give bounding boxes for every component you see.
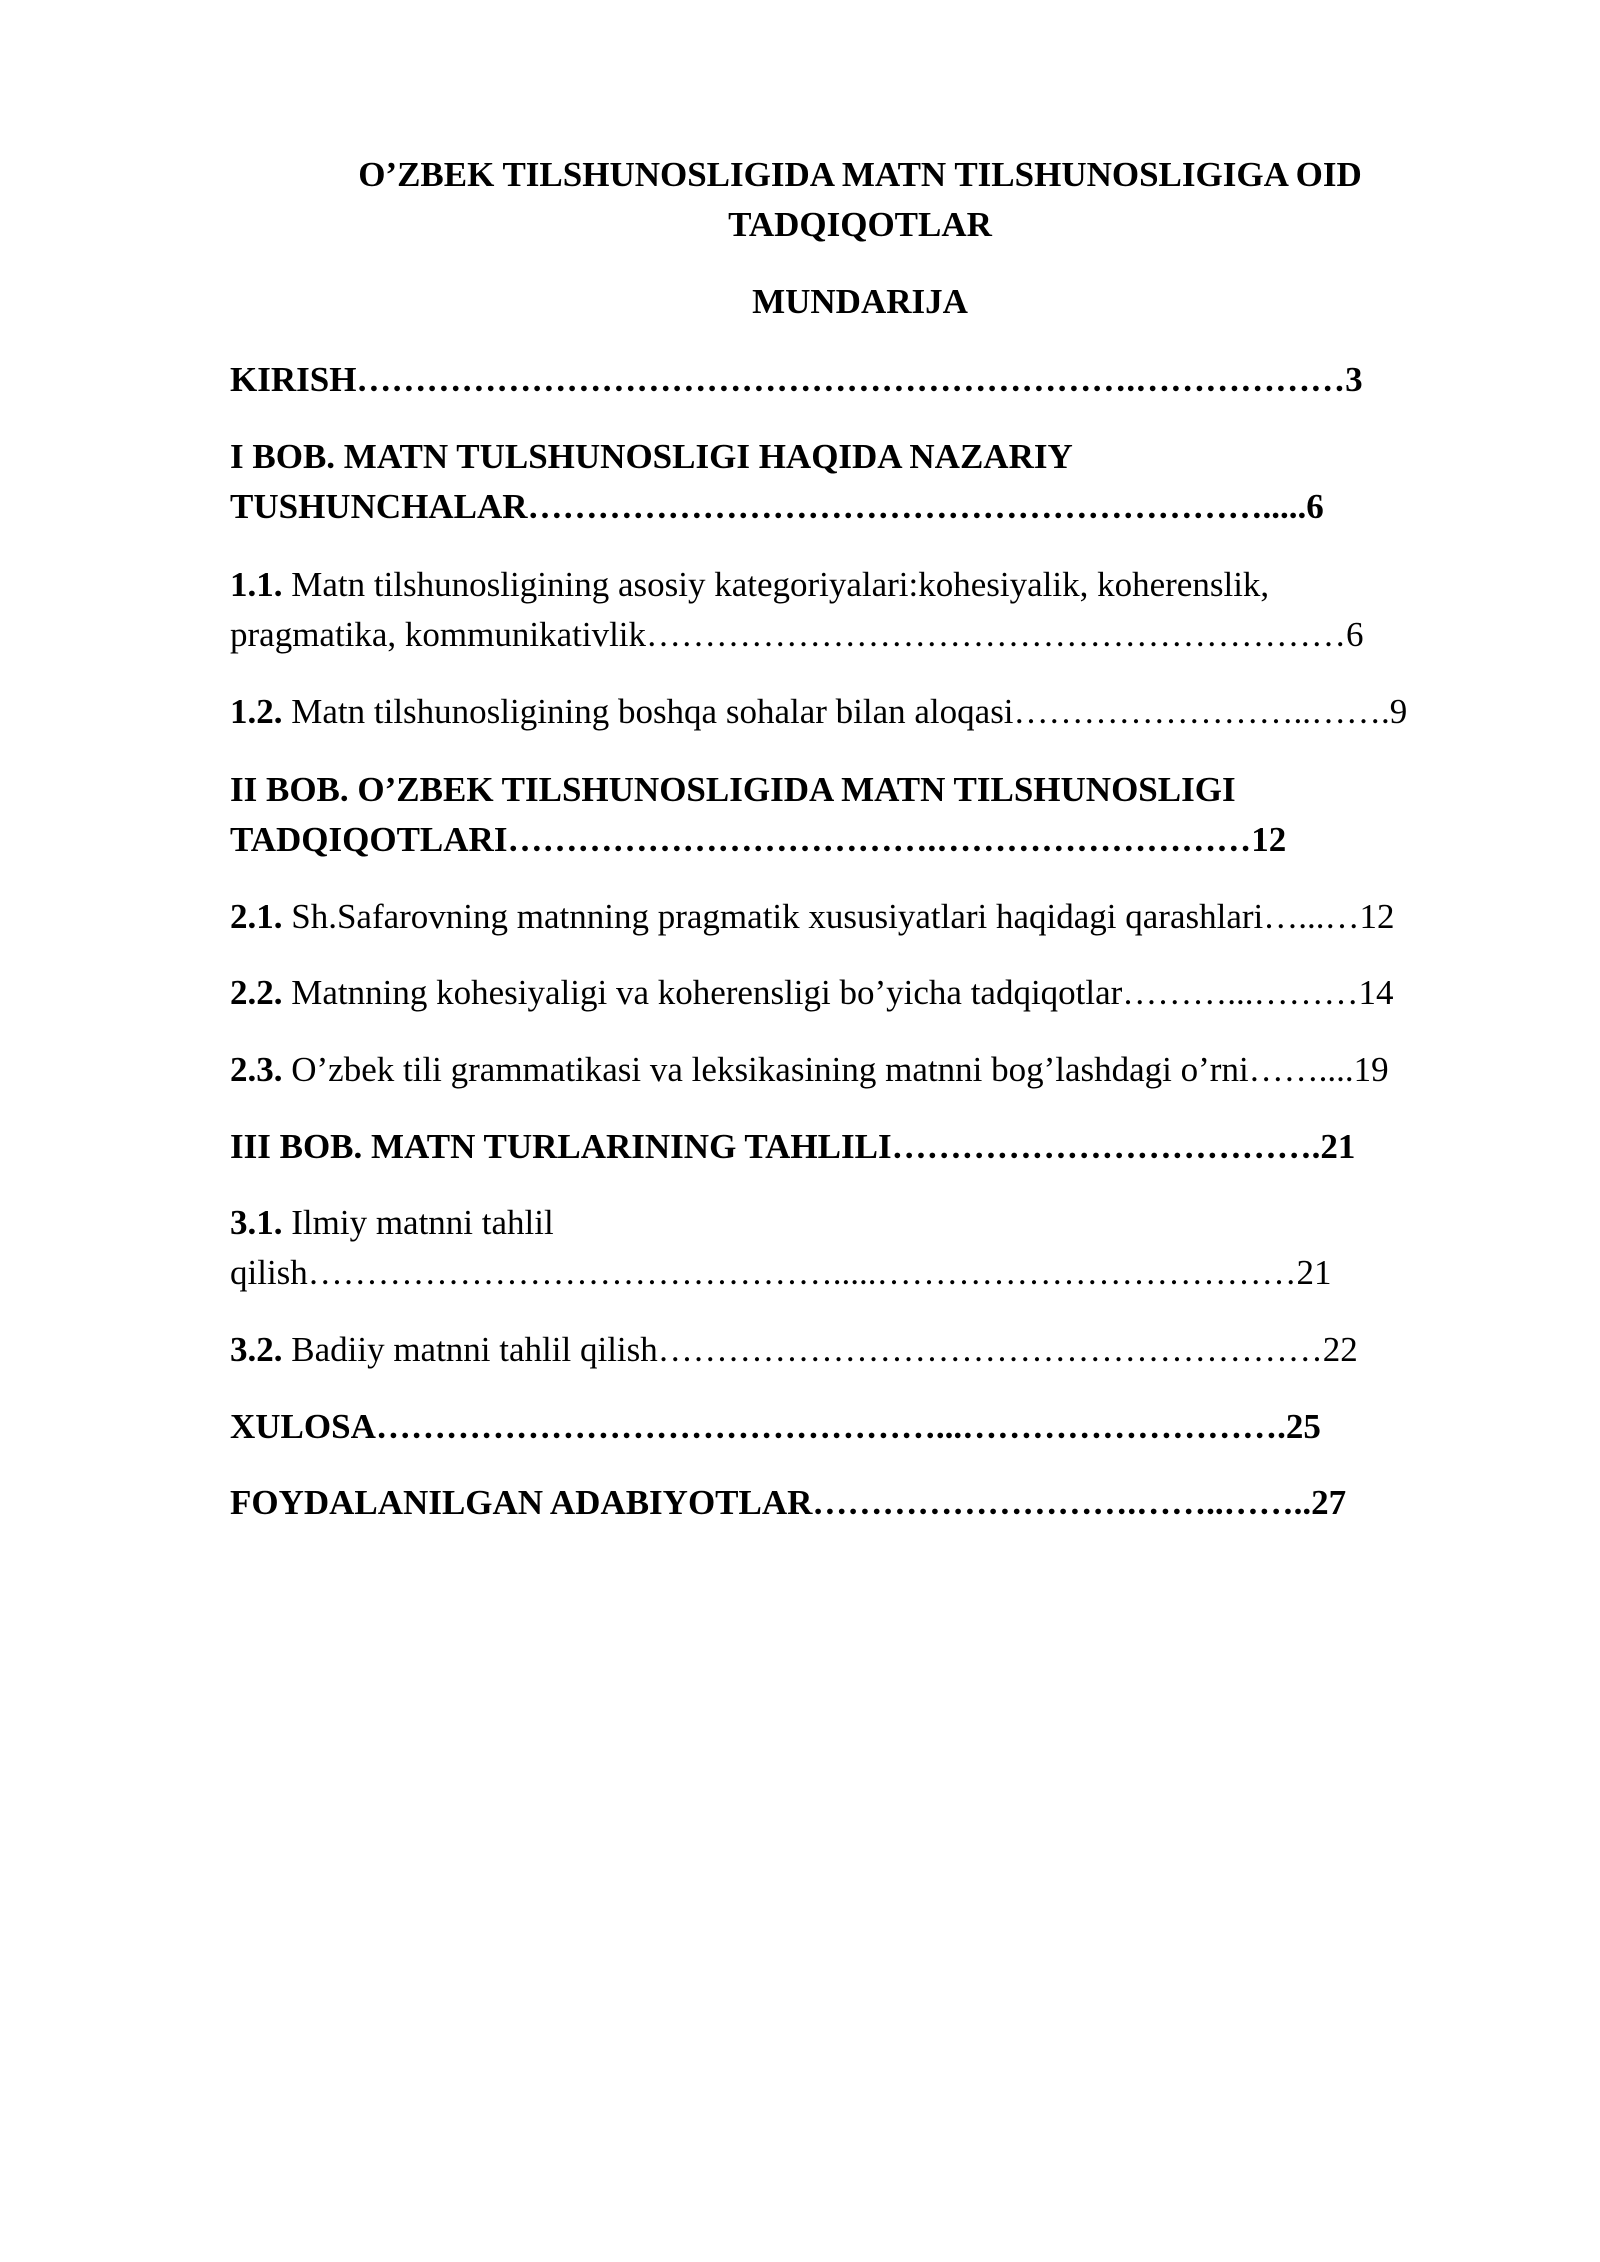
toc-entry-3-1-line2: qilish……………………………………….....………………………………21 bbox=[230, 1253, 1332, 1292]
toc-entry-3-1-line1 bbox=[230, 1198, 554, 1248]
section-title: O’zbek tili grammatikasi va leksikasining matnni bog’lashdagi o’rni……....19 bbox=[282, 1050, 1389, 1089]
section-number: 2.3. bbox=[230, 1050, 283, 1089]
section-title: Matn tilshunosligining asosiy kategoriyalari:kohesiyalik, koherenslik, bbox=[282, 565, 1270, 604]
toc-entry-bob2-line1: II BOB. O’ZBEK TILSHUNOSLIGIDA MATN TILSHUNOSLIGI bbox=[230, 770, 1236, 809]
toc-entry-1-2 bbox=[230, 687, 1407, 737]
toc-entry-bob2-line2: TADQIQOTLARI……………………………….………………………12 bbox=[230, 820, 1287, 859]
section-number: 1.1. bbox=[230, 565, 283, 604]
document-title: O’ZBEK TILSHUNOSLIGIDA MATN TILSHUNOSLIGIGA OID TADQIQOTLAR bbox=[358, 155, 1362, 244]
section-number: 3.1. bbox=[230, 1203, 283, 1242]
section-number: 2.1. bbox=[230, 897, 283, 936]
section-title: Matn tilshunosligining boshqa sohalar bilan aloqasi……………………..…….9 bbox=[282, 692, 1408, 731]
toc-entry-1-1-line1 bbox=[230, 560, 1269, 610]
section-title: Badiiy matnni tahlil qilish…………………………………………………22 bbox=[282, 1330, 1358, 1369]
contents-heading: MUNDARIJA bbox=[752, 282, 968, 321]
toc-entry-adabiyotlar: FOYDALANILGAN ADABIYOTLAR……………………….……..……..27 bbox=[230, 1483, 1347, 1522]
section-title: Matnning kohesiyaligi va koherensligi bo’yicha tadqiqotlar………...………14 bbox=[282, 973, 1394, 1012]
section-number: 1.2. bbox=[230, 692, 283, 731]
toc-entry-kirish: KIRISH………………………………………………………….………………3 bbox=[230, 360, 1363, 399]
section-title: Ilmiy matnni tahlil bbox=[282, 1203, 554, 1242]
toc-entry-2-2 bbox=[230, 968, 1394, 1018]
toc-entry-3-2 bbox=[230, 1325, 1358, 1375]
section-number: 2.2. bbox=[230, 973, 283, 1012]
section-number: 3.2. bbox=[230, 1330, 283, 1369]
section-title: Sh.Safarovning matnning pragmatik xususiyatlari haqidagi qarashlari…...…12 bbox=[282, 897, 1395, 936]
toc-entry-bob1-line1: I BOB. MATN TULSHUNOSLIGI HAQIDA NAZARIY bbox=[230, 437, 1073, 476]
toc-entry-1-1-line2: pragmatika, kommunikativlik……………………………………………………6 bbox=[230, 615, 1364, 654]
toc-entry-bob1-line2: TUSHUNCHALAR……………………………………………………….....6 bbox=[230, 487, 1324, 526]
toc-entry-xulosa: XULOSA…………………………………………...……………………….25 bbox=[230, 1407, 1321, 1446]
toc-entry-bob3: III BOB. MATN TURLARINING TAHLILI……………………………….21 bbox=[230, 1127, 1356, 1166]
toc-entry-2-3 bbox=[230, 1045, 1389, 1095]
toc-entry-2-1 bbox=[230, 892, 1395, 942]
